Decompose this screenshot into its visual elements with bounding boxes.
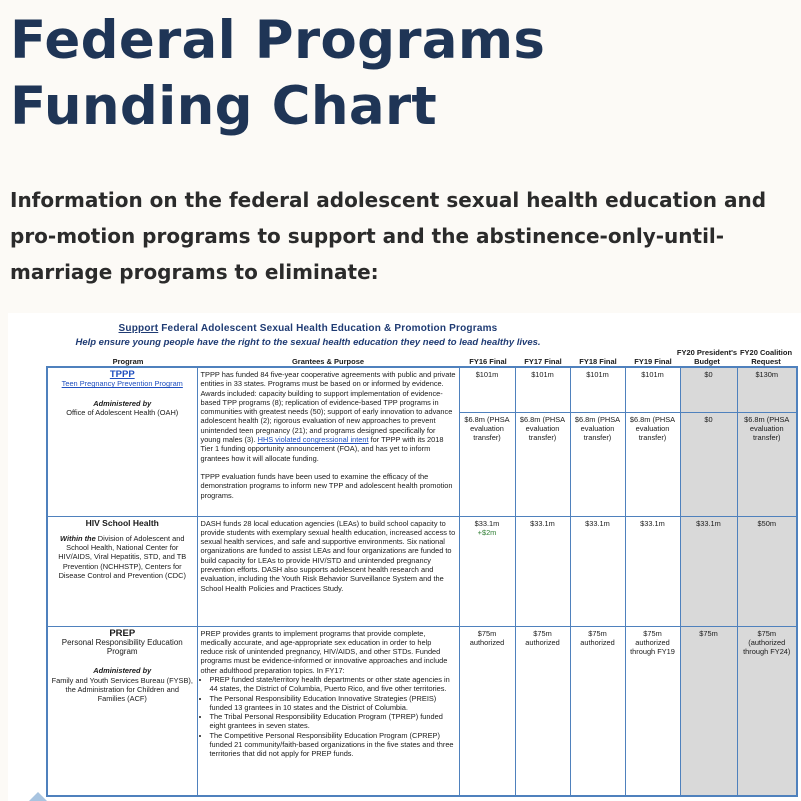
funding-table <box>46 366 798 797</box>
tppp-eval-fy16: $6.8m (PHSA evaluation transfer) <box>459 412 515 516</box>
hiv-admin: Division of Adolescent and School Health, National Center for HIV/AIDS, Viral Hepatitis, STD, and TB Prevention (NCHHSTP), Centers for Disease Control and Prevention (CDC) <box>58 533 187 580</box>
scroll-up-arrow-icon[interactable] <box>29 792 47 801</box>
prep-bullet: • PREP funded state/territory health departments or other state agencies in 44 states, the District of Columbia, Puerto Rico, and five other territories. <box>210 675 456 694</box>
tppp-fy19: $101m <box>625 367 680 412</box>
grantees-cell-hiv: DASH funds 28 local education agencies (LEAs) to build school capacity to provide students with exemplary sexual health education, increased access to sexual health services, and safe and supportive environments. Six national organizations are funded to assist LEAs and four organizations are funded to build capacity for LEAs to provide HIV/STD and unintended pregnancy prevention efforts. DASH also supports adolescent health research and evaluation, including the Youth Risk Behavior Surveillance System and the School Health Policies and Practices Study. <box>197 516 459 626</box>
header-fy20-president: FY20 President's Budget <box>676 348 738 366</box>
header-grantees: Grantees & Purpose <box>291 357 365 366</box>
tppp-fy16: $101m <box>459 367 515 412</box>
document-subtitle: Help ensure young people have the right to the sexual health education they need to lead healthy lives. <box>75 337 541 348</box>
prep-admin-label: Administered by <box>93 666 152 676</box>
prep-bullet: • The Tribal Personal Responsibility Education Program (TPREP) funded eight grantees in seven states. <box>210 712 456 731</box>
hiv-fy16-value: $33.1m <box>474 518 500 528</box>
page-intro: Information on the federal adolescent sexual health education and pro-motion programs to support and the abstinence-only-until-marriage programs to eliminate: <box>10 188 767 284</box>
title-rest: Federal Adolescent Sexual Health Education & Promotion Programs <box>161 323 498 334</box>
title-support: Support <box>118 323 159 334</box>
page-title: Federal Programs Funding Chart <box>10 10 546 137</box>
prep-bullet: • The Personal Responsibility Education Innovative Strategies (PREIS) funded 13 grantees in 10 states and the District of Columbia. <box>210 694 456 713</box>
prep-bullet: • The Competitive Personal Responsibility Education Program (CPREP) funded 21 community/faith-based organizations in the five states and three territories that did not apply for PREP funds. <box>210 731 456 759</box>
hiv-fy18: $33.1m <box>570 516 625 626</box>
table-row-tppp <box>47 367 797 412</box>
tppp-link[interactable]: TPPP <box>109 369 135 380</box>
program-cell-hiv <box>47 516 197 626</box>
tppp-eval-fy17: $6.8m (PHSA evaluation transfer) <box>515 412 570 516</box>
prep-fy20-president: $75m <box>680 626 737 796</box>
header-fy17: FY17 Final <box>524 357 562 366</box>
grantees-cell-prep <box>197 626 459 796</box>
table-row-prep <box>47 626 797 796</box>
grantees-cell-tppp <box>197 367 459 516</box>
prep-fy16: $75m authorized <box>459 626 515 796</box>
header-program: Program <box>112 357 144 366</box>
hiv-fy16 <box>459 516 515 626</box>
tppp-eval-fy18: $6.8m (PHSA evaluation transfer) <box>570 412 625 516</box>
hiv-name: HIV School Health <box>85 517 159 528</box>
tppp-eval-fy19: $6.8m (PHSA evaluation transfer) <box>625 412 680 516</box>
tppp-full-name-link[interactable]: Teen Pregnancy Prevention Program <box>61 379 183 389</box>
hiv-fy20-coalition: $50m <box>737 516 797 626</box>
tppp-eval-fy20-coalition: $6.8m (PHSA evaluation transfer) <box>737 412 797 516</box>
prep-fy18: $75m authorized <box>570 626 625 796</box>
tppp-fy20-coalition: $130m <box>737 367 797 412</box>
document-title <box>8 323 608 334</box>
tppp-fy18: $101m <box>570 367 625 412</box>
hiv-fy17: $33.1m <box>515 516 570 626</box>
prep-fy20-coalition: $75m (authorized through FY24) <box>737 626 797 796</box>
tppp-violation-link[interactable]: HHS violated congressional intent <box>257 435 369 445</box>
tppp-desc-b: for TPPP with its 2018 Tier 1 funding opportunity announcement (FOA), and has yet to inform grantees how it will allocate funding. <box>200 435 444 463</box>
funding-chart-document <box>8 313 801 801</box>
prep-bullet-list <box>201 675 456 759</box>
tppp-desc-c: TPPP evaluation funds have been used to examine the efficacy of the demonstration programs to inform new TPP and adolescent health promotion programs. <box>200 471 453 500</box>
program-cell-prep <box>47 626 197 796</box>
prep-full-name: Personal Responsibility Education Program <box>61 637 183 657</box>
tppp-fy20-president: $0 <box>680 367 737 412</box>
header-fy16: FY16 Final <box>469 357 507 366</box>
prep-admin: Family and Youth Services Bureau (FYSB), the Administration for Children and Families (ACF) <box>51 675 193 704</box>
tppp-desc-a: TPPP has funded 84 five-year cooperative agreements with public and private entities in 33 states. Programs must be based on or informed by evidence. Awards included: capacity building to support implementation of evidence-based TPP programs (8); replication of evidence-based TPP programs in communities with greatest needs (50); support of early innovation to advance adolescent health (2); rigorous evaluation of new approaches to prevent unintended teen pregnancy (21); and programs designed specifically for young males (3). <box>200 370 456 445</box>
header-fy20-coalition: FY20 Coalition Request <box>739 348 793 366</box>
tppp-admin: Office of Adolescent Health (OAH) <box>66 407 179 417</box>
table-row-hiv-school-health <box>47 516 797 626</box>
tppp-eval-fy20-president: $0 <box>680 412 737 516</box>
header-fy19: FY19 Final <box>634 357 672 366</box>
hiv-within: Within the <box>60 533 96 543</box>
prep-fy19: $75m authorized through FY19 <box>625 626 680 796</box>
header-fy18: FY18 Final <box>579 357 617 366</box>
tppp-admin-label: Administered by <box>93 398 152 408</box>
prep-fy17: $75m authorized <box>515 626 570 796</box>
hiv-fy20-president: $33.1m <box>680 516 737 626</box>
hiv-fy19: $33.1m <box>625 516 680 626</box>
prep-desc: PREP provides grants to implement programs that provide complete, medically accurate, and age-appropriate sex education in order to help reduce risk of unintended pregnancy, HIV/AIDS, and other STDs. Funded programs must be evidence-informed or innovative approaches and include other adulthood preparation topics. In FY17: <box>200 628 448 675</box>
hiv-fy16-extra: +$2m <box>477 527 497 537</box>
program-cell-tppp <box>47 367 197 516</box>
prep-acronym: PREP <box>109 627 136 639</box>
tppp-fy17: $101m <box>515 367 570 412</box>
